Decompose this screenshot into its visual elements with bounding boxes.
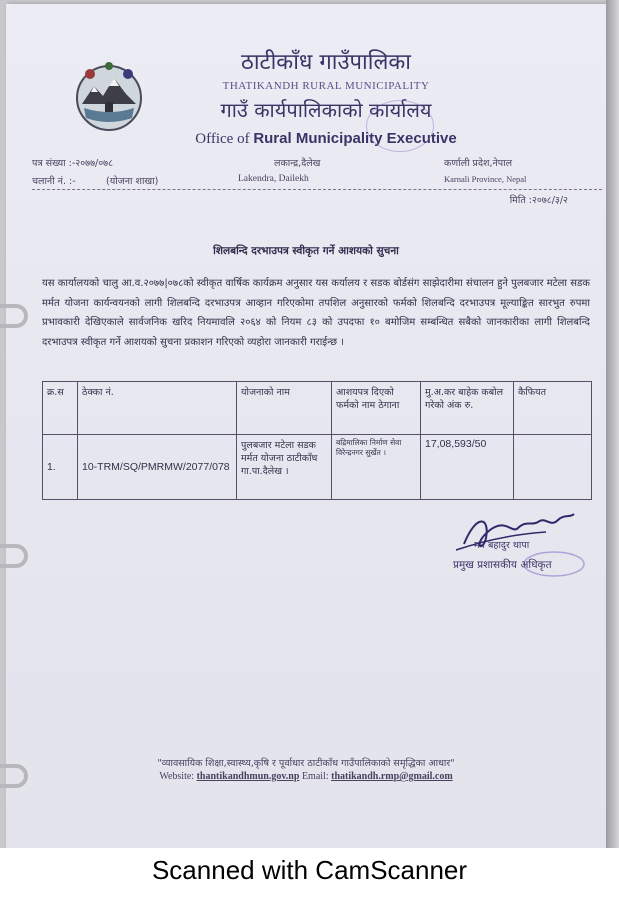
notice-body: यस कार्यालयको चालु आ.व.२०७७|०७८को स्वीकृत वार्षिक कार्यक्रम अनुसार यस कर्यालय र सडक बोर्डसंग साझेदारीमा संचालन हुने पुलबजार मटेला सडक मर्मत योजना कार्यन्वयनको लागी शिलबन्दि दरभाउपत्र आव्हान गरिएकोमा तपशिल अनुसारको फर्मको शिलबन्दि दरभाउपत्र मूल्याङ्कित सारभुत रुपमा प्रभावकारी देखिएकाले सार्वजनिक खरिद नियमावलि २०६४ को नियम ८३ को उपदफा १० बमोजिम सम्बन्धित सबैको जानकारीका लागी शिलबन्दि दरभाउपत्र स्वीकृत गर्ने आशयको सुचना प्रकाशन गरिएको व्यहोरा जानकारी गराईन्छ । — [42, 278, 590, 348]
signatory-title: प्रमुख प्रशासकीय अधिकृत — [453, 559, 552, 571]
cell-contract: 10-TRM/SQ/PMRMW/2077/078 — [78, 435, 237, 500]
office-name-english — [156, 130, 496, 148]
column-header: ठेक्का नं. — [78, 382, 237, 435]
table-header-row — [43, 382, 592, 435]
province-nepali: कर्णाली प्रदेश,नेपाल — [444, 158, 513, 169]
column-header: कैफियत — [514, 382, 592, 435]
column-header: योजनाको नाम — [237, 382, 332, 435]
column-header: क्र.स — [43, 382, 78, 435]
binder-ring — [0, 544, 28, 568]
office-name-nepali: गाउँ कार्यपालिकाको कार्यालय — [220, 98, 432, 122]
signatory-name: मन बहादुर थापा — [474, 540, 530, 551]
office-name-bold: Rural Municipality Executive — [253, 130, 457, 147]
scanner-watermark: Scanned with CamScanner — [0, 848, 619, 910]
website-link[interactable]: thantikandhmun.gov.np — [196, 771, 300, 782]
email-link[interactable]: thatikandh.rmp@gmail.com — [331, 771, 453, 782]
website-label: Website: — [159, 771, 197, 782]
municipality-name-english: THATIKANDH RURAL MUNICIPALITY — [222, 80, 430, 92]
dispatch-number: चलानी नं. :- — [32, 176, 76, 187]
cell-sn: 1. — [43, 435, 78, 500]
binder-ring — [0, 304, 28, 328]
contract-table — [42, 381, 592, 500]
place-english: Lakendra, Dailekh — [238, 174, 309, 184]
footer-motto: "व्यावसायिक शिक्षा,स्वास्थ्य,कृषि र पूर्वाधार ठाटीकाँध गाउँपालिकाको समृद्धिका आधार" — [157, 758, 455, 769]
header-divider — [32, 189, 602, 190]
municipality-name-nepali: ठाटीकाँध गाउँपालिका — [241, 50, 411, 75]
column-header: आशयपत्र दिएको फर्मको नाम ठेगाना — [332, 382, 421, 435]
email-label: Email: — [299, 771, 332, 782]
municipality-emblem-icon — [70, 58, 148, 136]
letter-date: मिति :२०७८/३/२ — [509, 195, 568, 206]
place-nepali: लकान्द्र,दैलेख — [274, 158, 321, 169]
footer-contact — [6, 771, 606, 782]
province-english: Karnali Province, Nepal — [444, 174, 527, 184]
cell-firm: बद्रिमालिका निर्माण सेवा विरेन्द्रनगर सुर्खेत । — [332, 435, 421, 500]
notice-title: शिलबन्दि दरभाउपत्र स्वीकृत गर्ने आशयको सुचना — [213, 245, 399, 257]
section-name: (योजना शाखा) — [106, 176, 159, 187]
column-header: मु.अ.कर बाहेक कबोल गरेको अंक रु. — [421, 382, 514, 435]
letter-number: पत्र संख्या :-२०७७/०७८ — [32, 158, 114, 169]
cell-remarks — [514, 435, 592, 500]
cell-amount: 17,08,593/50 — [421, 435, 514, 500]
page-edge-shadow — [606, 0, 619, 848]
document-page — [6, 4, 606, 848]
stamp — [366, 100, 434, 152]
table-row — [43, 435, 592, 500]
office-name-prefix: Office of — [195, 131, 254, 147]
cell-project: पुलबजार मटेला सडक मर्मत योजना ठाटीकाँध गा.पा.दैलेख । — [237, 435, 332, 500]
